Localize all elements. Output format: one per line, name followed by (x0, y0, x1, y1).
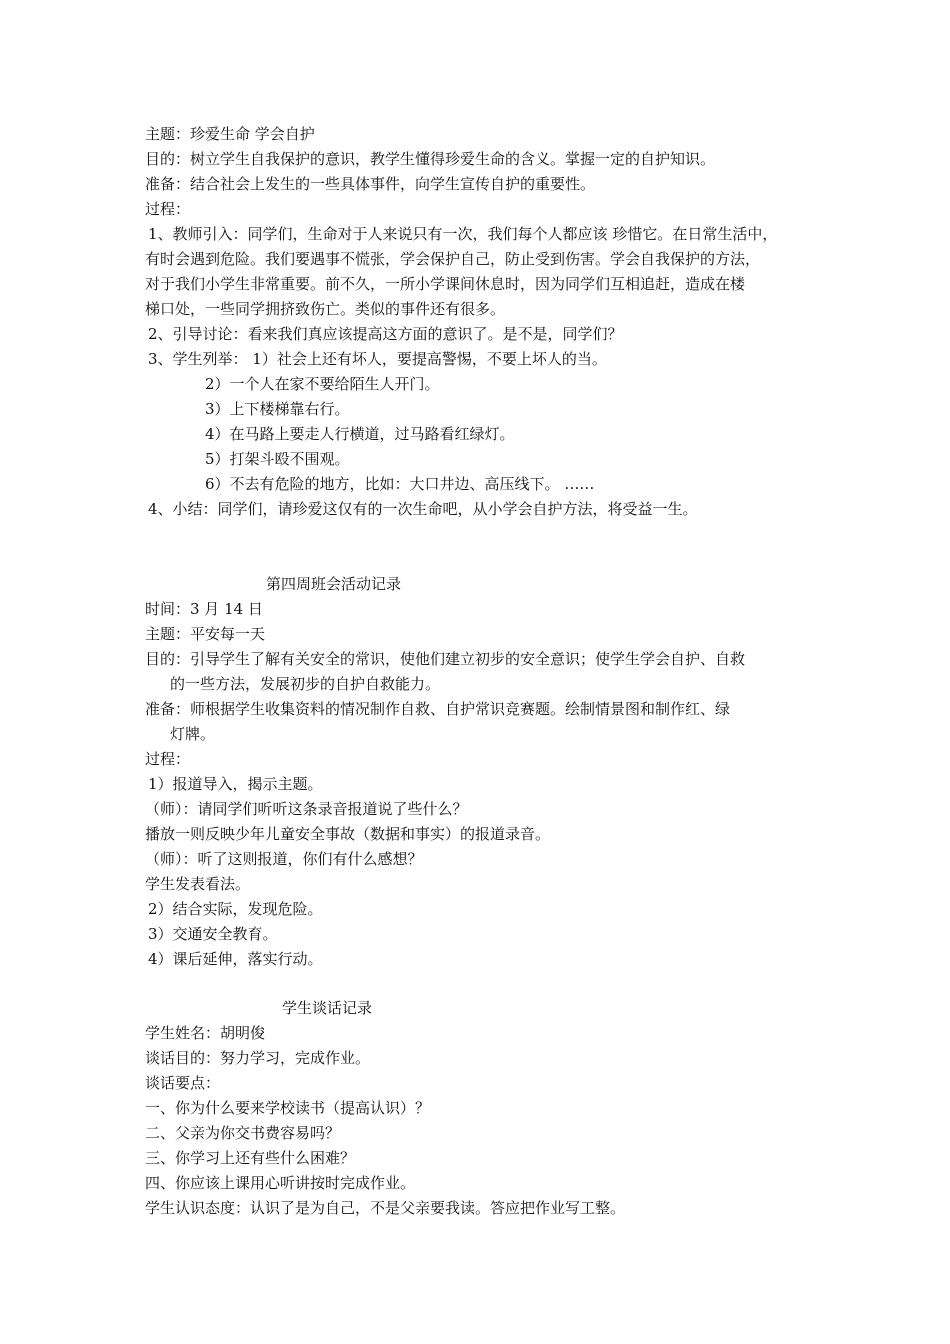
s3-item: 三、你学习上还有些什么困难？ (145, 1149, 356, 1167)
s1-step3: 3、学生列举： 1）社会上还有坏人，要提高警惕，不要上坏人的当。 (148, 350, 607, 368)
s2-prep-line: 灯牌。 (170, 725, 216, 743)
s1-list-item: 5）打架斗殴不围观。 (205, 450, 350, 468)
s2-purpose-line: 的一些方法，发展初步的自护自救能力。 (170, 675, 441, 693)
s1-step1-line: 有时会遇到危险。我们要遇事不慌张，学会保护自己，防止受到伤害。学会自我保护的方法， (145, 250, 761, 268)
s1-list-item: 4）在马路上要走人行横道，过马路看红绿灯。 (205, 425, 515, 443)
s2-time: 时间：3 月 14 日 (145, 600, 263, 618)
s3-title: 学生谈话记录 (282, 999, 373, 1017)
s1-step1-line: 对于我们小学生非常重要。前不久，一所小学课间休息时，因为同学们互相追赶，造成在楼 (145, 275, 746, 293)
s3-goal: 谈话目的：努力学习，完成作业。 (145, 1049, 371, 1067)
s2-line: 2）结合实际，发现危险。 (148, 900, 323, 918)
s2-line: 播放一则反映少年儿童安全事故（数据和事实）的报道录音。 (145, 825, 551, 843)
s1-prep: 准备：结合社会上发生的一些具体事件，向学生宣传自护的重要性。 (145, 175, 596, 193)
s2-line: 3）交通安全教育。 (148, 925, 278, 943)
s3-attitude: 学生认识态度：认识了是为自己，不是父亲要我读。答应把作业写工整。 (145, 1199, 626, 1217)
s1-list-item: 2）一个人在家不要给陌生人开门。 (205, 375, 440, 393)
s2-line: （师）：听了这则报道，你们有什么感想？ (145, 850, 423, 868)
s3-name: 学生姓名：胡明俊 (145, 1024, 266, 1042)
s2-line: （师）：请同学们听听这条录音报道说了些什么？ (145, 800, 468, 818)
s2-process: 过程： (145, 750, 191, 768)
s2-line: 学生发表看法。 (145, 875, 251, 893)
s1-step2: 2、引导讨论：看来我们真应该提高这方面的意识了。是不是，同学们？ (148, 325, 623, 343)
s1-list-item: 6）不去有危险的地方，比如：大口井边、高压线下。 …… (205, 475, 595, 493)
s2-title: 第四周班会活动记录 (266, 575, 402, 593)
s2-prep-line: 准备：师根据学生收集资料的情况制作自救、自护常识竞赛题。绘制情景图和制作红、绿 (145, 700, 731, 718)
s1-step4: 4、小结：同学们，请珍爱这仅有的一次生命吧，从小学会自护方法，将受益一生。 (148, 500, 698, 518)
s1-step1-line: 1、教师引入：同学们，生命对于人来说只有一次，我们每个人都应该 珍惜它。在日常生活中， (148, 225, 778, 243)
s1-process: 过程： (145, 200, 191, 218)
s2-purpose-line: 目的：引导学生了解有关安全的常识，使他们建立初步的安全意识；使学生学会自护、自救 (145, 650, 746, 668)
s3-item: 二、父亲为你交书费容易吗？ (145, 1124, 341, 1142)
s2-line: 1）报道导入，揭示主题。 (148, 775, 323, 793)
s1-theme: 主题：珍爱生命 学会自护 (145, 125, 315, 143)
s1-list-item: 3）上下楼梯靠右行。 (205, 400, 350, 418)
s2-line: 4）课后延伸，落实行动。 (148, 950, 323, 968)
s3-item: 一、你为什么要来学校读书（提高认识）？ (145, 1099, 431, 1117)
s1-purpose: 目的：树立学生自我保护的意识，教学生懂得珍爱生命的含义。掌握一定的自护知识。 (145, 150, 716, 168)
s1-step1-line: 梯口处，一些同学拥挤致伤亡。类似的事件还有很多。 (145, 300, 506, 318)
s2-theme: 主题：平安每一天 (145, 625, 266, 643)
s3-points: 谈话要点： (145, 1074, 221, 1092)
s3-item: 四、你应该上课用心听讲按时完成作业。 (145, 1174, 416, 1192)
